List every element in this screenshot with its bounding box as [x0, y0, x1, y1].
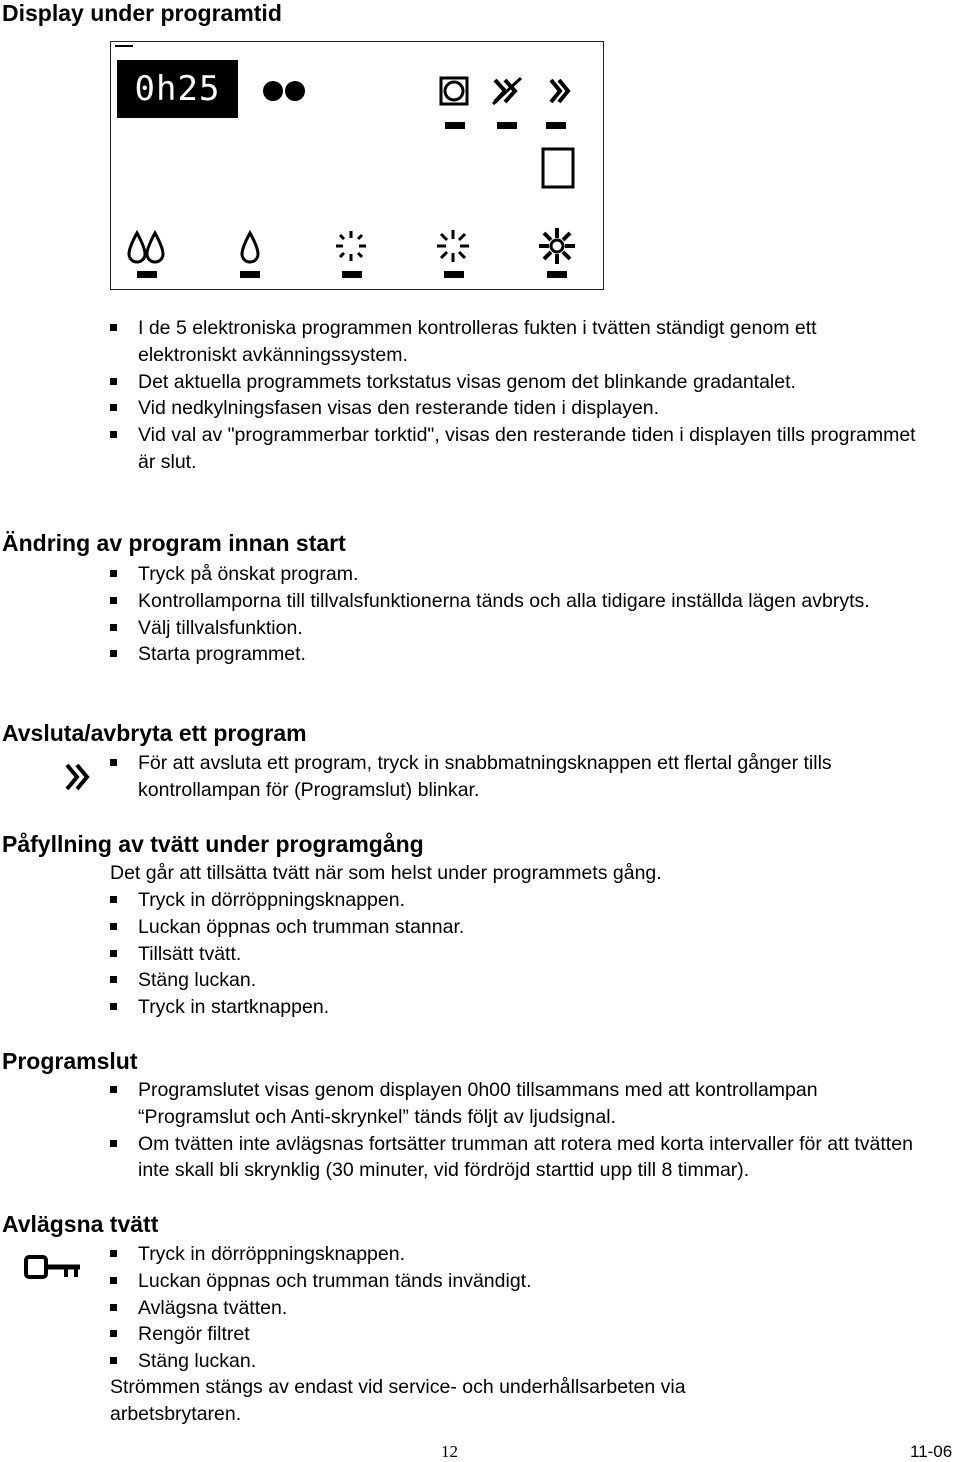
sparkle-small-icon: [333, 228, 369, 264]
sparkle-medium-icon: [435, 228, 471, 264]
list-item: Tryck in startknappen.: [110, 994, 920, 1021]
refill-bullet-list: [110, 887, 920, 1021]
double-arrow-icon: [549, 78, 573, 106]
list-item: Luckan öppnas och trumman tänds invändigt.: [110, 1268, 920, 1295]
abort-bullet-list: [110, 750, 920, 804]
refill-intro: Det går att tillsätta tvätt när som helst under programmets gång.: [110, 862, 662, 884]
footer-date: 11-06: [910, 1442, 953, 1461]
remove-note: Strömmen stängs av endast vid service- och underhållsarbeten via arbetsbrytaren.: [110, 1376, 686, 1425]
indicator-bar: [137, 271, 157, 278]
double-dot-icon: [261, 78, 311, 104]
section-heading-change: Ändring av program innan start: [2, 530, 346, 556]
section-heading-abort: Avsluta/avbryta ett program: [2, 720, 307, 746]
indicator-bar: [445, 122, 465, 129]
display-panel: [110, 41, 604, 290]
section-heading-end: Programslut: [2, 1048, 138, 1074]
list-item: Avlägsna tvätten.: [110, 1295, 920, 1322]
list-item: Om tvätten inte avlägsnas fortsätter trumman att rotera med korta intervaller för att tvätten inte skall bli skrynklig (30 minuter, vid fördröjd starttid upp till 8 timmar).: [110, 1131, 920, 1185]
crossed-arrow-icon: [491, 76, 523, 106]
list-item: Tryck in dörröppningsknappen.: [110, 1241, 920, 1268]
list-item: Starta programmet.: [110, 641, 920, 668]
indicator-bar: [444, 271, 464, 278]
remove-bullet-list: [110, 1241, 920, 1375]
circle-square-icon: [439, 76, 469, 106]
list-item: Tillsätt tvätt.: [110, 941, 920, 968]
list-item: Det aktuella programmets torkstatus visas genom det blinkande gradantalet.: [110, 369, 920, 396]
list-item: Välj tillvalsfunktion.: [110, 615, 920, 642]
list-item: För att avsluta ett program, tryck in snabbmatningsknappen ett flertal gånger tills kontrollampan för (Programslut) blinkar.: [110, 750, 920, 804]
indicator-bar: [497, 122, 517, 129]
indicator-bar: [240, 271, 260, 278]
key-icon: [24, 1253, 84, 1283]
double-drop-icon: [127, 230, 167, 264]
single-drop-icon: [239, 230, 261, 264]
end-bullet-list: [110, 1077, 920, 1184]
indicator-bar: [547, 271, 567, 278]
indicator-bar: [342, 271, 362, 278]
section-heading-remove: Avlägsna tvätt: [2, 1211, 159, 1237]
page-title: Display under programtid: [2, 0, 282, 26]
time-display: 0h25: [117, 60, 238, 118]
intro-bullet-list: [110, 315, 920, 476]
page-number: 12: [441, 1442, 458, 1461]
double-arrow-icon: [64, 762, 94, 792]
door-rect-icon: [541, 147, 577, 191]
list-item: Tryck in dörröppningsknappen.: [110, 887, 920, 914]
list-item: Vid val av "programmerbar torktid", visas den resterande tiden i displayen tills programmet är slut.: [110, 422, 920, 476]
sparkle-large-icon: [537, 226, 577, 266]
list-item: Rengör filtret: [110, 1321, 920, 1348]
change-bullet-list: [110, 561, 920, 668]
list-item: Vid nedkylningsfasen visas den resterande tiden i displayen.: [110, 395, 920, 422]
list-item: Luckan öppnas och trumman stannar.: [110, 914, 920, 941]
list-item: Programslutet visas genom displayen 0h00 tillsammans med att kontrollampan “Programslut och Anti-skrynkel” tänds följt av ljudsignal.: [110, 1077, 920, 1131]
list-item: I de 5 elektroniska programmen kontrolleras fukten i tvätten ständigt genom ett elektroniskt avkänningssystem.: [110, 315, 920, 369]
list-item: Tryck på önskat program.: [110, 561, 920, 588]
section-heading-refill: Påfyllning av tvätt under programgång: [2, 831, 424, 857]
list-item: Stäng luckan.: [110, 1348, 920, 1375]
indicator-bar: [546, 122, 566, 129]
panel-corner-mark: [115, 45, 133, 47]
list-item: Stäng luckan.: [110, 967, 920, 994]
list-item: Kontrollamporna till tillvalsfunktionerna tänds och alla tidigare inställda lägen avbryts.: [110, 588, 920, 615]
